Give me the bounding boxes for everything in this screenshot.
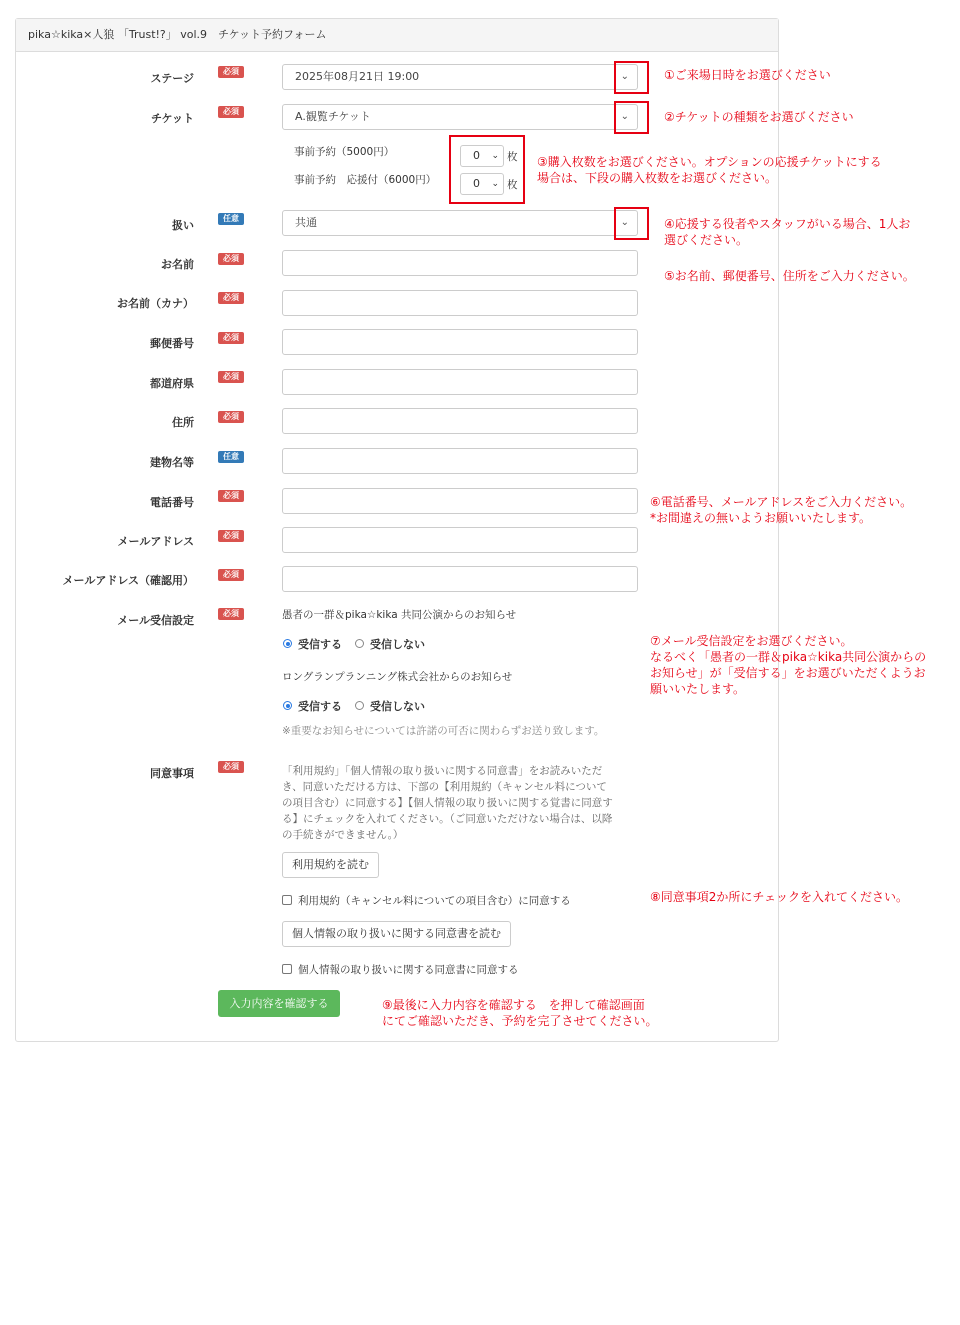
radio-label: 受信しない	[370, 638, 425, 651]
radio-receive-2[interactable]	[283, 701, 292, 710]
annotation-8: ⑧同意事項2か所にチェックを入れてください。	[650, 890, 909, 904]
building-input[interactable]	[282, 448, 638, 474]
mail-group-1-title: 愚者の一群＆pika☆kika 共同公演からのお知らせ	[282, 609, 517, 621]
consent-line: る】にチェックを入れてください。（ご同意いただけない場合は、以降	[282, 813, 613, 825]
quantity-unit: 枚	[507, 179, 518, 191]
required-badge: 必須	[218, 608, 244, 620]
handling-label: 扱い	[172, 219, 194, 232]
quantity-unit: 枚	[507, 151, 518, 163]
postal-label: 郵便番号	[150, 337, 194, 350]
consent-text	[282, 763, 613, 843]
handling-value: 共通	[295, 216, 317, 229]
annotation-5: ⑤お名前、郵便番号、住所をご入力ください。	[664, 269, 915, 283]
optional-badge: 任意	[218, 213, 244, 225]
privacy-checkbox[interactable]	[282, 964, 292, 974]
building-label: 建物名等	[150, 456, 194, 469]
required-badge: 必須	[218, 106, 244, 118]
radio-label: 受信する	[298, 700, 342, 713]
name-input[interactable]	[282, 250, 638, 276]
privacy-check-label: 個人情報の取り扱いに関する同意書に同意する	[298, 964, 519, 976]
radio-no-receive-2[interactable]	[355, 701, 364, 710]
optional-badge: 任意	[218, 451, 244, 463]
annotation-line: 場合は、下段の購入枚数をお選びください。	[537, 171, 778, 185]
email-input[interactable]	[282, 527, 638, 553]
required-badge: 必須	[218, 332, 244, 344]
email-confirm-input[interactable]	[282, 566, 638, 592]
annotation-line: ④応援する役者やスタッフがいる場合、1人お	[664, 217, 911, 231]
annotation-line: *お間違えの無いようお願いいたします。	[650, 511, 872, 525]
highlight-box	[614, 101, 649, 134]
chevron-down-icon: ⌄	[491, 151, 499, 161]
email-confirm-label: メールアドレス（確認用）	[62, 574, 194, 587]
radio-no-receive-1[interactable]	[355, 639, 364, 648]
stage-label: ステージ	[150, 72, 194, 85]
ticket-label: チケット	[150, 112, 194, 125]
terms-check-label: 利用規約（キャンセル料についての項目含む）に同意する	[298, 895, 571, 907]
annotation-line: 選びください。	[664, 233, 749, 247]
mail-group-2-title: ロングランプランニング株式会社からのお知らせ	[282, 671, 513, 683]
mail-settings-label: メール受信設定	[117, 614, 194, 627]
consent-line: の項目含む）に同意する】【個人情報の取り扱いに関する覚書に同意す	[282, 797, 613, 809]
quantity-value: 0	[473, 177, 480, 190]
prefecture-label: 都道府県	[150, 377, 194, 390]
required-badge: 必須	[218, 411, 244, 423]
chevron-down-icon: ⌄	[620, 71, 629, 82]
annotation-6	[650, 494, 912, 526]
highlight-box	[614, 61, 649, 94]
radio-label: 受信する	[298, 638, 342, 651]
required-badge: 必須	[218, 490, 244, 502]
annotation-line: ⑨最後に入力内容を確認する を押して確認画面	[382, 998, 645, 1012]
address-input[interactable]	[282, 408, 638, 434]
name-label: お名前	[161, 258, 194, 271]
annotation-9	[382, 997, 658, 1029]
name-kana-input[interactable]	[282, 290, 638, 316]
required-badge: 必須	[218, 292, 244, 304]
ticket-option-label: 事前予約 応援付（6000円）	[294, 174, 437, 186]
annotation-line: ⑦メール受信設定をお選びください。	[650, 634, 853, 648]
annotation-2: ②チケットの種類をお選びください	[664, 110, 854, 124]
chevron-down-icon: ⌄	[620, 217, 629, 228]
stage-select[interactable]	[282, 64, 638, 90]
page-title: pika☆kika×人狼 「Trust!?」 vol.9 チケット予約フォーム	[16, 19, 778, 52]
annotation-line: ③購入枚数をお選びください。オプションの応援チケットにする	[537, 155, 882, 169]
mail-note: ※重要なお知らせについては許諾の可否に関わらずお送り致します。	[282, 725, 605, 737]
chevron-down-icon: ⌄	[491, 179, 499, 189]
annotation-1: ①ご来場日時をお選びください	[664, 68, 831, 82]
prefecture-input[interactable]	[282, 369, 638, 395]
annotation-4	[664, 216, 910, 248]
annotation-7	[650, 633, 926, 697]
postal-input[interactable]	[282, 329, 638, 355]
ticket-select[interactable]	[282, 104, 638, 130]
required-badge: 必須	[218, 371, 244, 383]
terms-checkbox[interactable]	[282, 895, 292, 905]
required-badge: 必須	[218, 66, 244, 78]
read-terms-button[interactable]: 利用規約を読む	[282, 852, 379, 878]
required-badge: 必須	[218, 253, 244, 265]
consent-line: の手続きができません。）	[282, 829, 404, 841]
name-kana-label: お名前（カナ）	[117, 297, 194, 310]
consent-line: き、同意いただける方は、下部の【利用規約（キャンセル料について	[282, 781, 607, 793]
ticket-option-label: 事前予約（5000円）	[294, 146, 395, 158]
annotation-line: お知らせ」が「受信する」をお選びいただくようお	[650, 666, 926, 680]
consent-line: 「利用規約」「個人情報の取り扱いに関する同意書」をお読みいただ	[282, 765, 603, 777]
phone-label: 電話番号	[150, 496, 194, 509]
annotation-line: 願いいたします。	[650, 682, 746, 696]
radio-label: 受信しない	[370, 700, 425, 713]
quantity-value: 0	[473, 149, 480, 162]
highlight-box	[614, 207, 649, 240]
annotation-line: なるべく「愚者の一群＆pika☆kika共同公演からの	[650, 650, 927, 664]
highlight-box	[449, 135, 525, 204]
read-privacy-button[interactable]: 個人情報の取り扱いに関する同意書を読む	[282, 921, 511, 947]
email-label: メールアドレス	[117, 535, 194, 548]
required-badge: 必須	[218, 761, 244, 773]
annotation-line: ⑥電話番号、メールアドレスをご入力ください。	[650, 495, 913, 509]
annotation-line: にてご確認いただき、予約を完了させてください。	[382, 1014, 658, 1028]
required-badge: 必須	[218, 569, 244, 581]
required-badge: 必須	[218, 530, 244, 542]
stage-value: 2025年08月21日 19:00	[295, 70, 420, 83]
radio-receive-1[interactable]	[283, 639, 292, 648]
chevron-down-icon: ⌄	[620, 111, 629, 122]
consent-label: 同意事項	[150, 767, 194, 780]
phone-input[interactable]	[282, 488, 638, 514]
address-label: 住所	[172, 416, 194, 429]
handling-select[interactable]	[282, 210, 638, 236]
confirm-submit-button[interactable]: 入力内容を確認する	[218, 990, 340, 1017]
ticket-value: A.観覧チケット	[295, 110, 371, 123]
annotation-3	[537, 154, 882, 186]
